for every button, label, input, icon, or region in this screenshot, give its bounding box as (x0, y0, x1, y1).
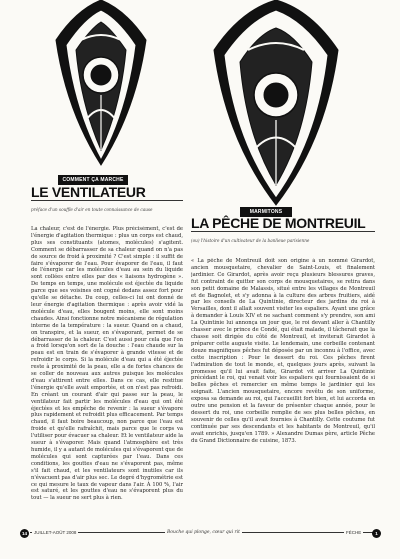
article-body-left (31, 226, 183, 526)
section-tag-left: COMMENT ÇA MARCHE (58, 175, 128, 185)
section-tag-right: MARMITONS (240, 207, 292, 217)
article-body-right (191, 258, 375, 526)
article-dek-left: préface d'un souffle d'air en toute connaissance de cause (31, 207, 153, 212)
right-page-number: 1 (372, 529, 381, 538)
title-rule-left (31, 200, 183, 201)
footer-issue: JUILLET-AOÛT 2008 (34, 530, 77, 535)
article-title-right: LA PÊCHE DE MONTREUIL (191, 215, 366, 231)
left-page-number: 14 (21, 531, 28, 536)
article-title-left: LE VENTILATEUR (31, 184, 146, 200)
fan-illustration-left (46, 0, 156, 170)
footer-tagline: Bouche qui plonge, cœur qui rit (167, 530, 240, 535)
fan-illustration-right (206, 0, 346, 210)
article-dek-right: (ou) l'histoire d'un cultivateur de la banlieue parisienne (191, 238, 310, 243)
article-body-right-text: « La pêche de Montreuil doit son origine à un nommé Girardot, ancien mousquetaire, chevalier de Saint-Louis, et finalement jardinier. Ce Girardot, après avoir reçu plusieurs blessures graves, fut contraint de quitter son corps de mousquetaires, se retira dans son petit domaine de Malassis, situé entre les villages de Montreuil et de Bagnolet, et s'y adonna à la culture des arbres fruitiers, aidé par les conseils de La Quintinie, directeur des jardins du roi à Versailles, dont il allait souvent visiter les espaliers. Ayant une grâce à demander à Louis XIV et ne sachant comment s'y prendre, son ami La Quintinie lui annonça un jour que, le roi devant aller à Chantilly chasser avec le prince de Condé, qui était malade, il tâcherait que la chasse soit dirigée du côté de Montreuil, et inviterait Girardot à préparer cette auguste visite. Le lendemain, une corbeille contenant douze magnifiques pêches fut déposée par un inconnu à l'office, avec cette inscription : Pour le dessert du roi. Ces pêches firent l'admiration de tout le monde, et, quelques jours après, suivant la promesse qu'il lui avait faite, Girardot vit arriver La Quintinie précédant le roi, qui venait voir les espaliers qui fournissaient de si belles pêches et remercier en même temps le jardinier qui les soignait. L'ancien mousquetaire, encore revêtu de son uniforme, exposa sa demande au roi, qui l'accueillit fort bien, et lui accorda en outre une pension et la faveur de présenter chaque année, pour le dessert du roi, une corbeille remplie de ses plus belles pêches, en souvenir de celles qu'il avait fournies à Chantilly. Cette coutume fut continuée par ses descendants et les habitants de Montreuil, qu'il avait enrichis, jusqu'en 1789. » Alexandre Dumas père, article Pêche du Grand Dictionnaire de cuisine, 1873. (191, 258, 375, 444)
footer-section: FÉCHE (346, 530, 362, 535)
article-body-left-text: La chaleur, c'est de l'énergie. Plus précisément, c'est de l'énergie d'agitation thermique : plus un corps est chaud, plus ses constituants (atomes, molécules) s'agitent. Comment se débarrasser de sa chaleur quand on n'a pas de source de froid à proximité ? C'est simple : il suffit de faire s'évaporer de l'eau. Pour évaporer de l'eau, il faut de l'énergie car les molécules d'eau au sein du liquide sont collées entre elles par des « liaisons hydrogène ». De temps en temps, une molécule est éjectée du liquide parce que ses voisines ont cogné dedans assez fort pour qu'elle se détache. Du coup, celles-ci lui ont donné de leur énergie d'agitation thermique : après avoir vidé la molécule d'eau, elles bougent moins, elle sont moins chaudes. Ainsi fonctionne notre mécanisme de régulation interne de la température : la sueur. Quand on a chaud, on transpire, et la sueur, en s'évaporant, permet de se débarrasser de la chaleur. C'est aussi pour cela que l'on a froid lorsqu'on sort de la douche : l'eau chaude sur la peau est en train de s'évaporer à grande vitesse et de refroidir le corps. Si la molécule d'eau qui a été éjectée reste à proximité de la peau, elle a de fortes chances de se coller de nouveau aux autres puisque les molécules d'eau s'attirent entre elles. Dans ce cas, elle restitue l'énergie qu'elle avait emportée, et on n'est pas refroidi. En créant un courant d'air qui passe sur la peau, le ventilateur fait partir les molécules d'eau qui ont été éjectées et les empêche de revenir : la sueur s'évapore plus rapidement et refroidit plus efficacement. Par temps chaud, il faut boire beaucoup, non parce que l'eau est froide et qu'elle rafraîchit, mais parce que le corps va l'utiliser pour évacuer sa chaleur. Et le ventilateur aide la sueur à s'évaporer. Mais quand l'atmosphère est très humide, il y a autant de molécules qui s'évaporent que de molécules qui sont capturées par l'eau. Dans ces conditions, les gouttes d'eau ne s'évaporent pas, même s'il fait chaud, et les ventilateurs sont inutiles car ils n'évacuent pas d'air plus sec. Le degré d'hygrométrie est ce qui mesure le taux de vapeur dans l'air. À 100 %, l'air est saturé, et les gouttes d'eau ne s'évaporent plus du tout — la sueur ne sert plus à rien. (31, 226, 183, 502)
page-footer (0, 529, 400, 543)
title-rule-right (191, 231, 375, 232)
